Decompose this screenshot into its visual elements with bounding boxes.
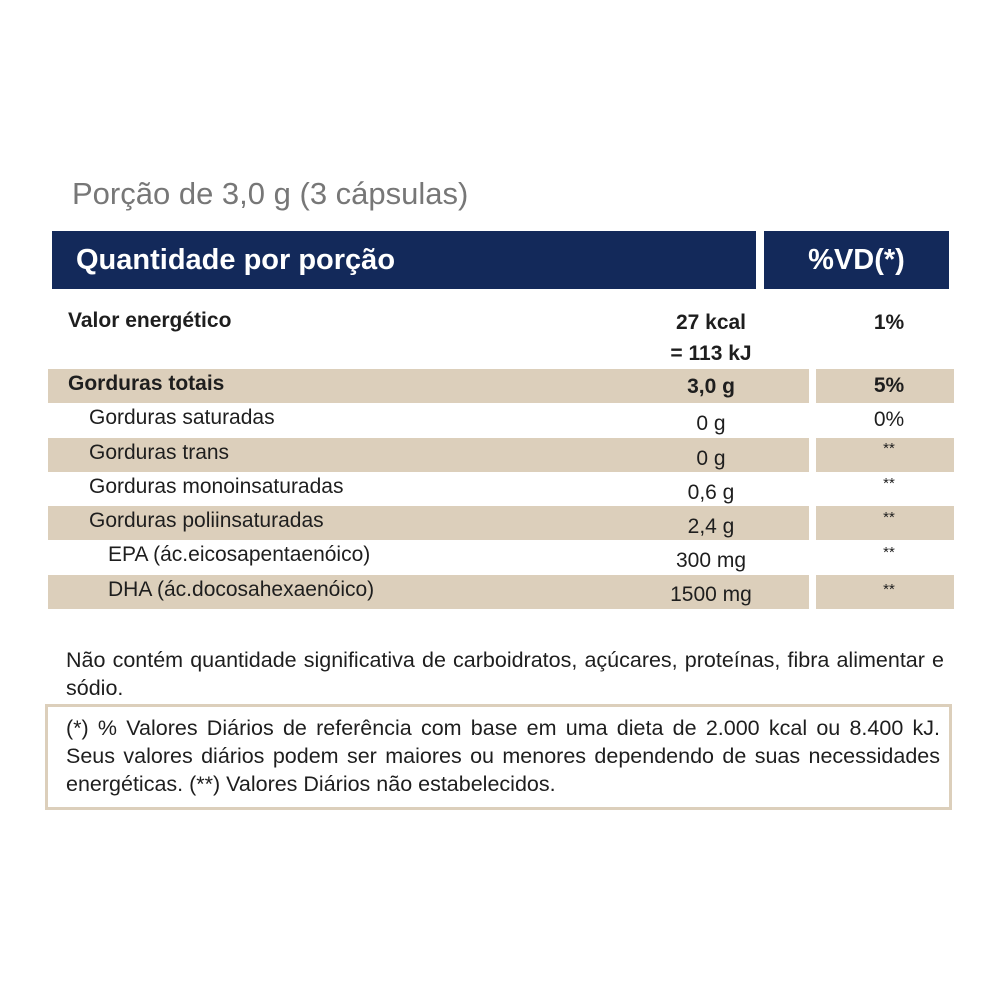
nutrient-name-energy: Valor energético [68,309,232,332]
nutrient-amount-energy-kj: = 113 kJ [670,342,752,365]
nutrient-name-monounsaturated-fat: Gorduras monoinsaturadas [89,475,344,498]
portion-size: Porção de 3,0 g (3 cápsulas) [72,176,469,211]
table-header-daily-value [764,231,949,289]
nutrient-vd-saturated-fat: 0% [873,408,905,431]
header-daily-value-label: %VD(*) [808,243,905,276]
nutrient-vd-total-fat: 5% [873,374,905,397]
header-quantity-label: Quantidade por porção [76,243,396,276]
nutrient-name-dha: DHA (ác.docosahexaenóico) [108,578,375,601]
nutrient-vd-polyunsaturated-fat: ** [883,509,895,526]
nutrient-amount-monounsaturated-fat: 0,6 g [687,481,735,504]
table-header-quantity [52,231,756,289]
nutrient-name-total-fat: Gorduras totais [68,372,225,395]
nutrient-name-saturated-fat: Gorduras saturadas [89,406,275,429]
nutrient-amount-saturated-fat: 0 g [696,412,726,435]
nutrient-vd-epa: ** [883,544,895,561]
nutrient-amount-energy-kcal: 27 kcal [675,311,747,334]
nutrient-vd-energy: 1% [873,311,905,334]
nutrition-note: Não contém quantidade significativa de carboidratos, açúcares, proteínas, fibra alimentar e sódio. [66,648,944,700]
nutrient-vd-dha: ** [883,581,895,598]
nutrient-name-epa: EPA (ác.eicosapentaenóico) [108,543,371,566]
nutrient-amount-epa: 300 mg [675,549,747,572]
nutrient-amount-total-fat: 3,0 g [687,375,735,398]
nutrient-vd-trans-fat: ** [883,440,895,457]
footnote-text: (*) % Valores Diários de referência com base em uma dieta de 2.000 kcal ou 8.400 kJ. Seus valores diários podem ser maiores ou menores dependendo de suas necessidades energéticas. (**) Valores Diários não estabelecidos. [66,716,940,796]
nutrient-amount-trans-fat: 0 g [696,447,726,470]
nutrient-amount-dha: 1500 mg [670,583,752,606]
nutrient-name-trans-fat: Gorduras trans [89,441,230,464]
nutrient-name-polyunsaturated-fat: Gorduras poliinsaturadas [89,509,324,532]
nutrient-vd-monounsaturated-fat: ** [883,475,895,492]
nutrient-amount-polyunsaturated-fat: 2,4 g [687,515,735,538]
